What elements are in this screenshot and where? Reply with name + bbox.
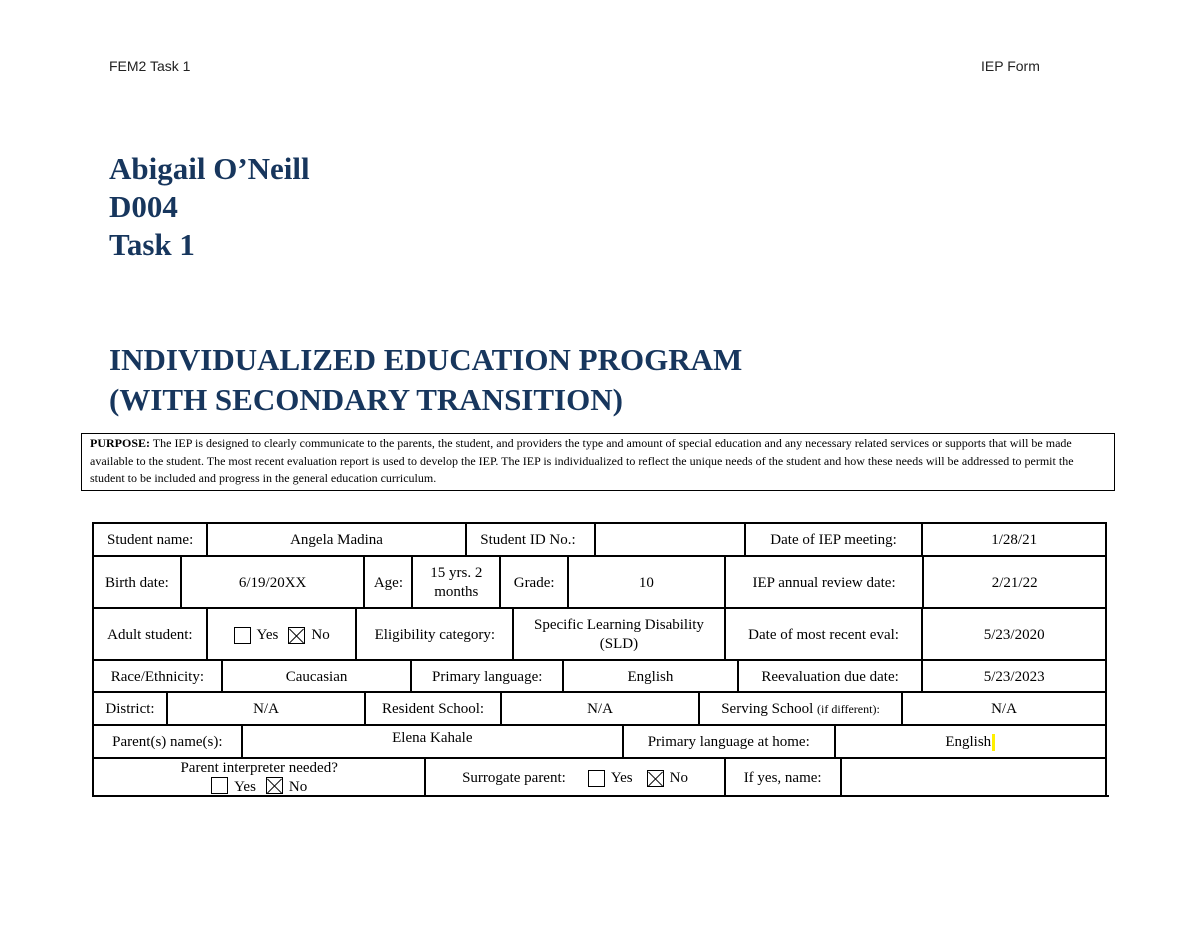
race-field[interactable]: Caucasian (223, 661, 413, 693)
student-name-field[interactable]: Angela Madina (208, 524, 467, 557)
purpose-label: PURPOSE: (90, 436, 150, 450)
resident-school-field[interactable]: N/A (502, 693, 700, 726)
student-id-label: Student ID No.: (467, 524, 596, 557)
adult-student-yes-label: Yes (256, 626, 279, 643)
form-title (109, 340, 742, 420)
resident-school-label: Resident School: (366, 693, 502, 726)
surrogate-no-checkbox[interactable] (647, 770, 664, 787)
interpreter-label: Parent interpreter needed? (180, 760, 338, 776)
student-name-label: Student name: (92, 524, 208, 557)
primary-language-field[interactable]: English (564, 661, 739, 693)
serving-school-label (700, 693, 903, 726)
iep-meeting-label: Date of IEP meeting: (746, 524, 924, 557)
form-row-6 (92, 724, 1107, 759)
grade-field[interactable]: 10 (569, 557, 726, 609)
form-row-1 (92, 522, 1107, 557)
if-yes-label: If yes, name: (726, 759, 842, 797)
surrogate-yes-label: Yes (610, 769, 633, 786)
running-header-right: IEP Form (981, 58, 1040, 74)
reeval-field[interactable]: 5/23/2023 (923, 661, 1107, 693)
annual-review-field[interactable]: 2/21/22 (924, 557, 1107, 609)
running-header-left: FEM2 Task 1 (109, 58, 191, 74)
author-name: Abigail O’Neill (109, 151, 310, 186)
district-label: District: (92, 693, 168, 726)
table-bottom-border (92, 795, 1109, 797)
race-label: Race/Ethnicity: (92, 661, 223, 693)
serving-school-field[interactable]: N/A (903, 693, 1107, 726)
purpose-text: The IEP is designed to clearly communicate to the parents, the student, and providers the type and amount of special education and any necessary related services or supports that will be made available to the student. The most recent evaluation report is used to develop the IEP. The IEP is individualized to reflect the unique needs of the student and how these needs will be addressed to permit the student to be included and progress in the general education curriculum. (90, 436, 1074, 485)
serving-school-label-text: Serving School (721, 701, 814, 717)
surrogate-label: Surrogate parent: (462, 769, 566, 786)
surrogate-yes-checkbox[interactable] (588, 770, 605, 787)
course-code: D004 (109, 189, 178, 224)
parents-field[interactable]: Elena Kahale (243, 726, 624, 759)
parents-label: Parent(s) name(s): (92, 726, 243, 759)
home-language-field[interactable] (836, 726, 1107, 759)
adult-student-yes-checkbox[interactable] (234, 627, 251, 644)
district-field[interactable]: N/A (168, 693, 366, 726)
recent-eval-field[interactable]: 5/23/2020 (923, 609, 1107, 661)
age-field[interactable]: 15 yrs. 2 months (413, 557, 501, 609)
grade-label: Grade: (501, 557, 569, 609)
home-language-label: Primary language at home: (624, 726, 836, 759)
age-label: Age: (365, 557, 413, 609)
home-language-value: English (945, 734, 992, 750)
task-label: Task 1 (109, 227, 195, 262)
iep-meeting-field[interactable]: 1/28/21 (923, 524, 1107, 557)
birth-date-field[interactable]: 6/19/20XX (182, 557, 366, 609)
adult-student-no-label: No (311, 626, 330, 643)
form-row-2 (92, 555, 1107, 609)
eligibility-label: Eligibility category: (357, 609, 514, 661)
adult-student-options (208, 609, 358, 661)
interpreter-no-label: No (288, 779, 308, 795)
form-title-line1: INDIVIDUALIZED EDUCATION PROGRAM (109, 342, 743, 377)
interpreter-yes-checkbox[interactable] (211, 777, 228, 794)
text-cursor-highlight (992, 734, 995, 751)
form-row-5 (92, 691, 1107, 726)
surrogate-no-label: No (669, 769, 688, 786)
annual-review-label: IEP annual review date: (726, 557, 925, 609)
form-row-3 (92, 607, 1107, 661)
form-row-4 (92, 659, 1107, 693)
birth-date-label: Birth date: (92, 557, 182, 609)
serving-school-note: (if different): (817, 702, 880, 716)
interpreter-yes-label: Yes (234, 779, 256, 795)
adult-student-no-checkbox[interactable] (288, 627, 305, 644)
recent-eval-label: Date of most recent eval: (726, 609, 924, 661)
adult-student-label: Adult student: (92, 609, 208, 661)
reeval-label: Reevaluation due date: (739, 661, 924, 693)
primary-language-label: Primary language: (412, 661, 564, 693)
student-id-field[interactable] (596, 524, 746, 557)
surrogate-cell (426, 759, 725, 797)
interpreter-no-checkbox[interactable] (266, 777, 283, 794)
form-row-7 (92, 757, 1107, 797)
if-yes-name-field[interactable] (842, 759, 1107, 797)
author-block (109, 150, 310, 264)
form-title-line2: (WITH SECONDARY TRANSITION) (109, 382, 623, 417)
eligibility-field[interactable]: Specific Learning Disability (SLD) (514, 609, 726, 661)
interpreter-cell (92, 759, 426, 797)
purpose-box (81, 433, 1115, 491)
